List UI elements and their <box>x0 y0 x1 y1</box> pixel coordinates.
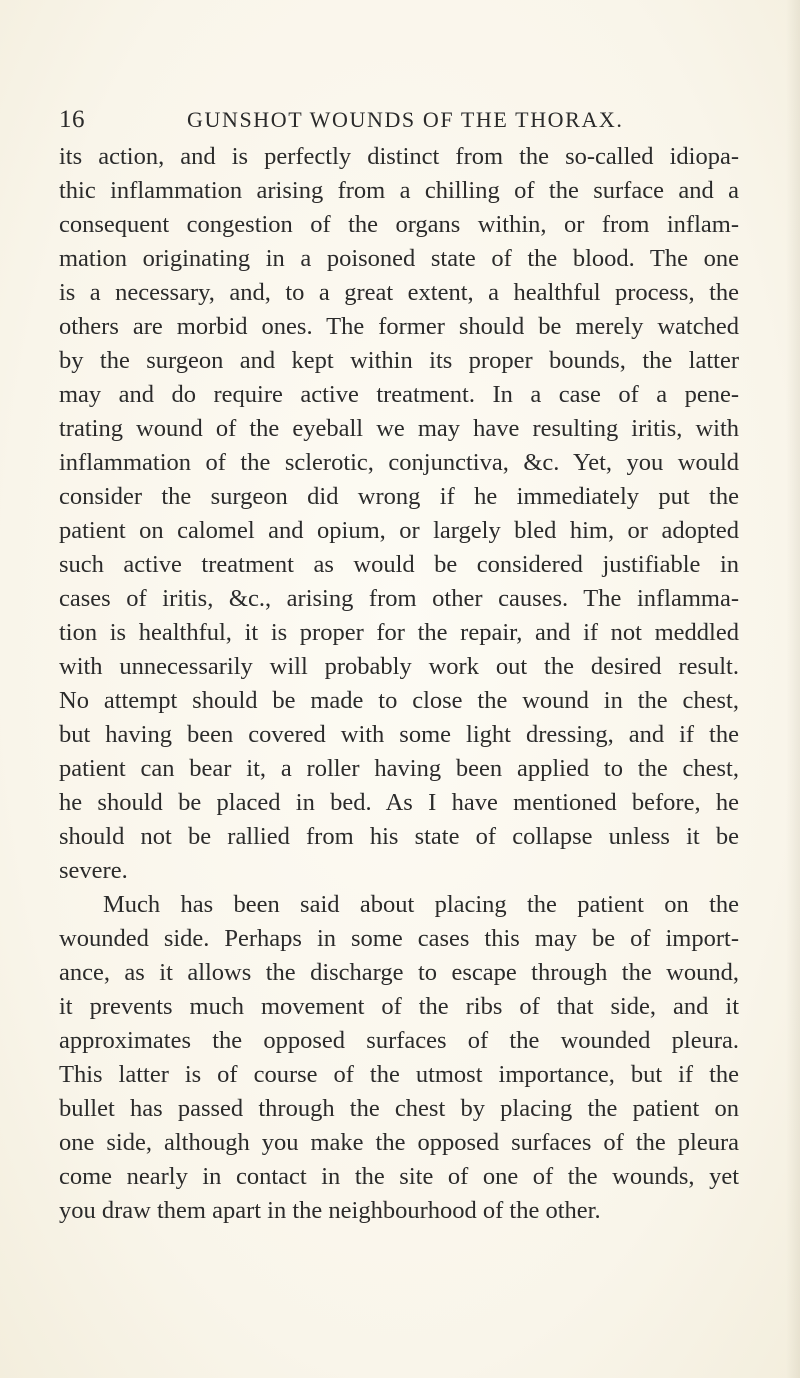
paragraph-2 <box>59 888 739 1228</box>
text-line: by the surgeon and kept within its proper bounds, the latter <box>59 347 739 374</box>
text-line: mation originating in a poisoned state of the blood. The one <box>59 245 739 272</box>
text-line: consider the surgeon did wrong if he immediately put the <box>59 483 739 510</box>
text-line: it prevents much movement of the ribs of that side, and it <box>59 993 739 1020</box>
text-line: trating wound of the eyeball we may have resulting iritis, with <box>59 415 739 442</box>
text-line: severe. <box>59 857 128 884</box>
page-edge-shadow <box>786 0 800 1378</box>
text-line: patient can bear it, a roller having been applied to the chest, <box>59 755 739 782</box>
text-line: inflammation of the sclerotic, conjunctiva, &c. Yet, you would <box>59 449 739 476</box>
text-line: patient on calomel and opium, or largely bled him, or adopted <box>59 517 739 544</box>
text-line: Much has been said about placing the patient on the <box>103 891 739 918</box>
text-line: No attempt should be made to close the wound in the chest, <box>59 687 739 714</box>
text-line: may and do require active treatment. In a case of a pene- <box>59 381 739 408</box>
text-line: thic inflammation arising from a chilling of the surface and a <box>59 177 739 204</box>
text-line: one side, although you make the opposed surfaces of the pleura <box>59 1129 739 1156</box>
text-line: approximates the opposed surfaces of the wounded pleura. <box>59 1027 739 1054</box>
text-line: is a necessary, and, to a great extent, a healthful process, the <box>59 279 739 306</box>
text-line: tion is healthful, it is proper for the repair, and if not meddled <box>59 619 739 646</box>
text-line: such active treatment as would be considered justifiable in <box>59 551 739 578</box>
text-line: ance, as it allows the discharge to escape through the wound, <box>59 959 739 986</box>
text-line: cases of iritis, &c., arising from other causes. The inflamma- <box>59 585 739 612</box>
paragraph-1 <box>59 140 739 888</box>
text-line: come nearly in contact in the site of one of the wounds, yet <box>59 1163 739 1190</box>
text-line: This latter is of course of the utmost importance, but if the <box>59 1061 739 1088</box>
text-line: with unnecessarily will probably work out the desired result. <box>59 653 739 680</box>
text-line: bullet has passed through the chest by placing the patient on <box>59 1095 739 1122</box>
body-text <box>59 140 739 1228</box>
text-line: should not be rallied from his state of collapse unless it be <box>59 823 739 850</box>
text-line: he should be placed in bed. As I have mentioned before, he <box>59 789 739 816</box>
text-line: but having been covered with some light dressing, and if the <box>59 721 739 748</box>
page-number: 16 <box>59 106 85 133</box>
text-line: you draw them apart in the neighbourhood of the other. <box>59 1197 601 1224</box>
text-line: others are morbid ones. The former should be merely watched <box>59 313 739 340</box>
running-head: GUNSHOT WOUNDS OF THE THORAX. <box>187 107 624 132</box>
text-line: its action, and is perfectly distinct from the so-called idiopa- <box>59 143 739 170</box>
text-line: wounded side. Perhaps in some cases this may be of import- <box>59 925 739 952</box>
text-line: consequent congestion of the organs within, or from inflam- <box>59 211 739 238</box>
